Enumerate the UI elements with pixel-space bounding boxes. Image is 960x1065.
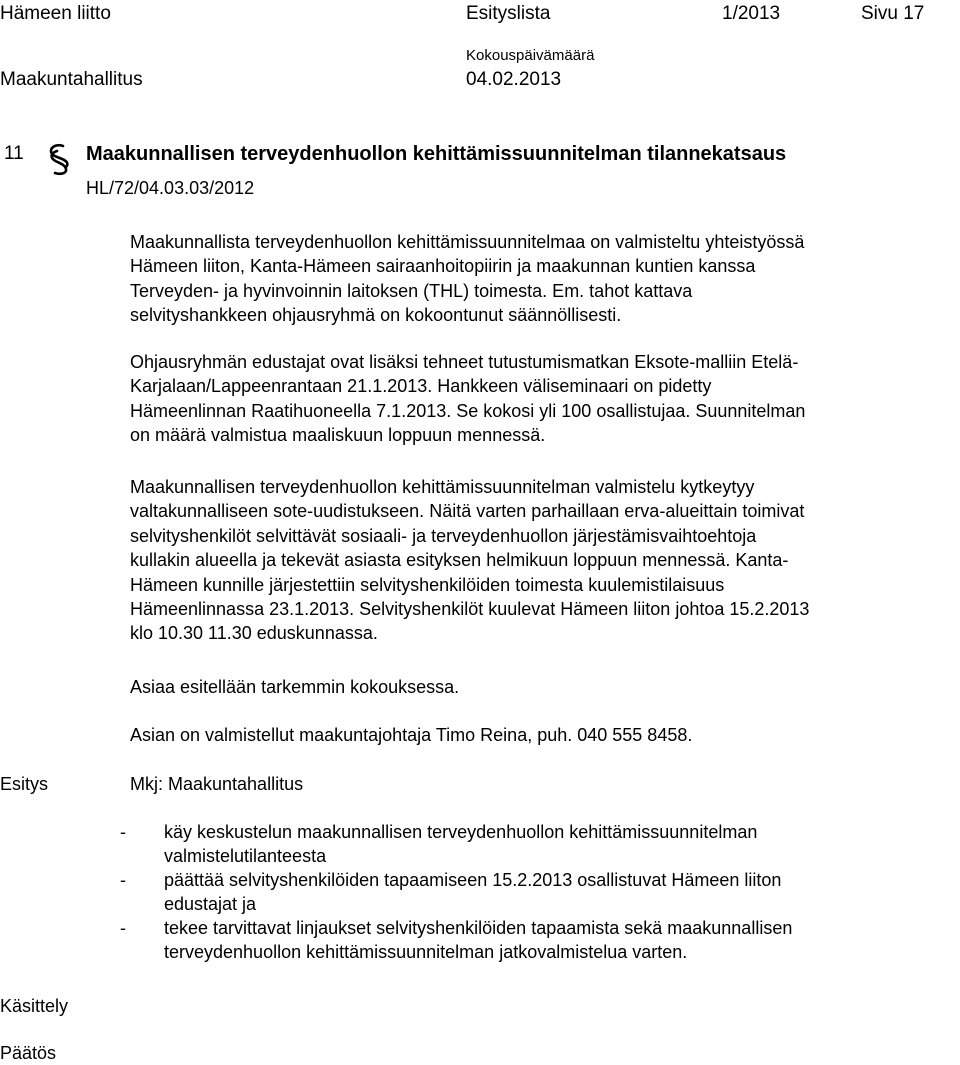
meeting-date-label: Kokouspäivämäärä xyxy=(466,47,595,64)
list-dash: - xyxy=(120,870,126,890)
list-dash: - xyxy=(120,918,126,938)
paragraph-text: Ohjausryhmän edustajat ovat lisäksi tehneet tutustumismatkan Eksote-malliin Etelä- Karjalaan/Lappeenrantaan 21.1.2013. Hankkeen väliseminaari on pidetty Hämeenlinnan Raatihuoneella 7.1.2013. Se kokosi yli 100 osallistujaa. Suunnitelman on määrä valmistua maaliskuun loppuun mennessä. xyxy=(130,352,806,446)
handling-label: Käsittely xyxy=(0,996,69,1016)
paragraph-text: Asiaa esitellään tarkemmin kokouksessa. xyxy=(130,677,460,697)
body-paragraph-5 xyxy=(130,723,945,747)
organization-name: Hämeen liitto xyxy=(0,3,111,24)
list-item xyxy=(120,820,940,868)
proposal-label: Esitys xyxy=(0,774,49,794)
body-paragraph-1 xyxy=(130,230,945,328)
list-item xyxy=(120,916,940,964)
list-item xyxy=(120,868,940,916)
section-sign-icon xyxy=(46,142,74,176)
list-item-text: käy keskustelun maakunnallisen terveydenhuollon kehittämissuunnitelman valmistelutilanteesta xyxy=(164,822,758,866)
decision-label: Päätös xyxy=(0,1043,57,1063)
meeting-date: 04.02.2013 xyxy=(466,69,562,90)
list-item-text: tekee tarvittavat linjaukset selvityshenkilöiden tapaamista sekä maakunnallisen terveydenhuollon kehittämissuunnitelman jatkovalmistelua varten. xyxy=(164,918,793,962)
page-number: Sivu 17 xyxy=(861,3,925,24)
body-paragraph-3 xyxy=(130,475,945,646)
paragraph-text: Asian on valmistellut maakuntajohtaja Timo Reina, puh. 040 555 8458. xyxy=(130,725,693,745)
section-reference: HL/72/04.03.03/2012 xyxy=(86,178,255,198)
proposal-preparer: Mkj: Maakuntahallitus xyxy=(130,774,304,794)
list-dash: - xyxy=(120,822,126,842)
paragraph-text: Maakunnallisen terveydenhuollon kehittämissuunnitelman valmistelu kytkeytyy valtakunnalliseen sote-uudistukseen. Näitä varten parhaillaan erva-alueittain toimivat selvityshenkilöt selvittävät sosiaali- ja terveydenhuollon järjestämisvaihtoehtoja kullakin alueella ja tekevät asiasta esityksen helmikuun loppuun mennessä. Kanta- Hämeen kunnille järjestettiin selvityshenkilöiden toimesta kuulemistilaisuus Hämeenlinnassa 23.1.2013. Selvityshenkilöt kuulevat Hämeen liiton johtoa 15.2.2013 klo 10.30 11.30 eduskunnassa. xyxy=(130,477,810,644)
body-name: Maakuntahallitus xyxy=(0,69,143,90)
section-title: Maakunnallisen terveydenhuollon kehittämissuunnitelman tilannekatsaus xyxy=(86,143,787,165)
section-number: 11 xyxy=(4,143,24,164)
issue-number: 1/2013 xyxy=(722,3,781,24)
body-paragraph-4 xyxy=(130,675,945,699)
list-item-text: päättää selvityshenkilöiden tapaamiseen 15.2.2013 osallistuvat Hämeen liiton edustajat ja xyxy=(164,870,782,914)
document-type: Esityslista xyxy=(466,3,551,24)
paragraph-text: Maakunnallista terveydenhuollon kehittämissuunnitelmaa on valmisteltu yhteistyössä Hämeen liiton, Kanta-Hämeen sairaanhoitopiirin ja maakunnan kuntien kanssa Terveyden- ja hyvinvoinnin laitoksen (THL) toimesta. Em. tahot kattava selvityshankkeen ohjausryhmä on kokoontunut säännöllisesti. xyxy=(130,232,805,326)
proposal-list xyxy=(120,820,940,964)
body-paragraph-2 xyxy=(130,350,945,448)
